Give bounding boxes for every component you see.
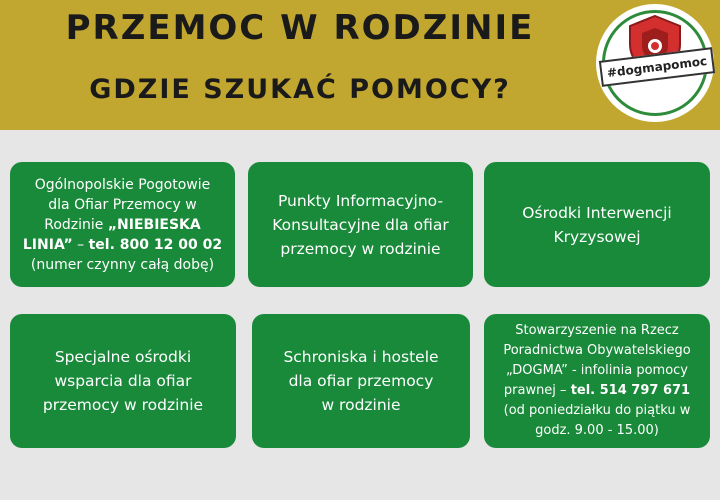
page-title: PRZEMOC W RODZINIE: [65, 8, 535, 48]
box-text-line: Ośrodki Interwencji: [522, 203, 672, 222]
box-text-line: Poradnictwa Obywatelskiego: [503, 343, 691, 358]
box-niebieska-text: [23, 175, 222, 275]
box-text-line: dla Ofiar Przemocy w: [48, 196, 197, 213]
box-niebieska-linia: [10, 162, 235, 287]
hotline-name: LINIA”: [22, 236, 73, 253]
box-text-line: Konsultacyjne dla ofiar: [272, 215, 449, 234]
box-punkty-text: [272, 189, 448, 261]
box-text-line: Schroniska i hostele: [283, 348, 439, 366]
box-text-line: Ogólnopolskie Pogotowie: [34, 176, 211, 193]
box-text-line: godz. 9.00 - 15.00): [535, 423, 659, 438]
box-text-line: przemocy w rodzinie: [42, 396, 204, 414]
box-text-line: [23, 215, 222, 235]
box-text-line: (numer czynny całą dobę): [30, 256, 215, 273]
box-text-line: Kryzysowej: [553, 227, 641, 246]
header-banner: [0, 0, 720, 130]
box-osrodki-text: [522, 201, 671, 249]
box-text-line: wsparcia dla ofiar: [54, 372, 192, 390]
phone-number: tel. 800 12 00 02: [88, 236, 223, 253]
box-text-line: Specjalne ośrodki: [54, 348, 192, 366]
box-text-line: Stowarzyszenie na Rzecz: [515, 323, 679, 338]
box-osrodki-interwencji: [484, 162, 710, 287]
box-text-line: dla ofiar przemocy: [288, 372, 434, 390]
phone-number: tel. 514 797 671: [570, 383, 691, 398]
box-specjalne-osrodki: [10, 314, 236, 448]
box-text-line: (od poniedziałku do piątku w: [503, 403, 691, 418]
box-specjalne-text: [43, 345, 203, 417]
box-text-line: w rodzinie: [321, 396, 401, 414]
box-text-line: [503, 381, 690, 401]
box-dogma-text: [503, 321, 690, 441]
box-schroniska: [252, 314, 470, 448]
box-text-part: prawnej –: [503, 383, 571, 398]
page-subtitle: GDZIE SZUKAĆ POMOCY?: [89, 74, 511, 105]
box-dogma: [484, 314, 710, 448]
box-schroniska-text: [283, 345, 438, 417]
box-text-line: przemocy w rodzinie: [280, 239, 441, 258]
dogma-logo: [596, 4, 714, 122]
box-text-line: [23, 235, 222, 255]
box-text-part: Rodzinie: [44, 216, 108, 233]
logo-hashtag: #dogmapomoc: [599, 47, 715, 87]
box-text-line: „DOGMA” - infolinia pomocy: [505, 363, 688, 378]
box-punkty-informacyjne: [248, 162, 473, 287]
hotline-name: „NIEBIESKA: [107, 216, 201, 233]
box-text-part: –: [72, 236, 89, 253]
box-text-line: Punkty Informacyjno-: [277, 191, 444, 210]
